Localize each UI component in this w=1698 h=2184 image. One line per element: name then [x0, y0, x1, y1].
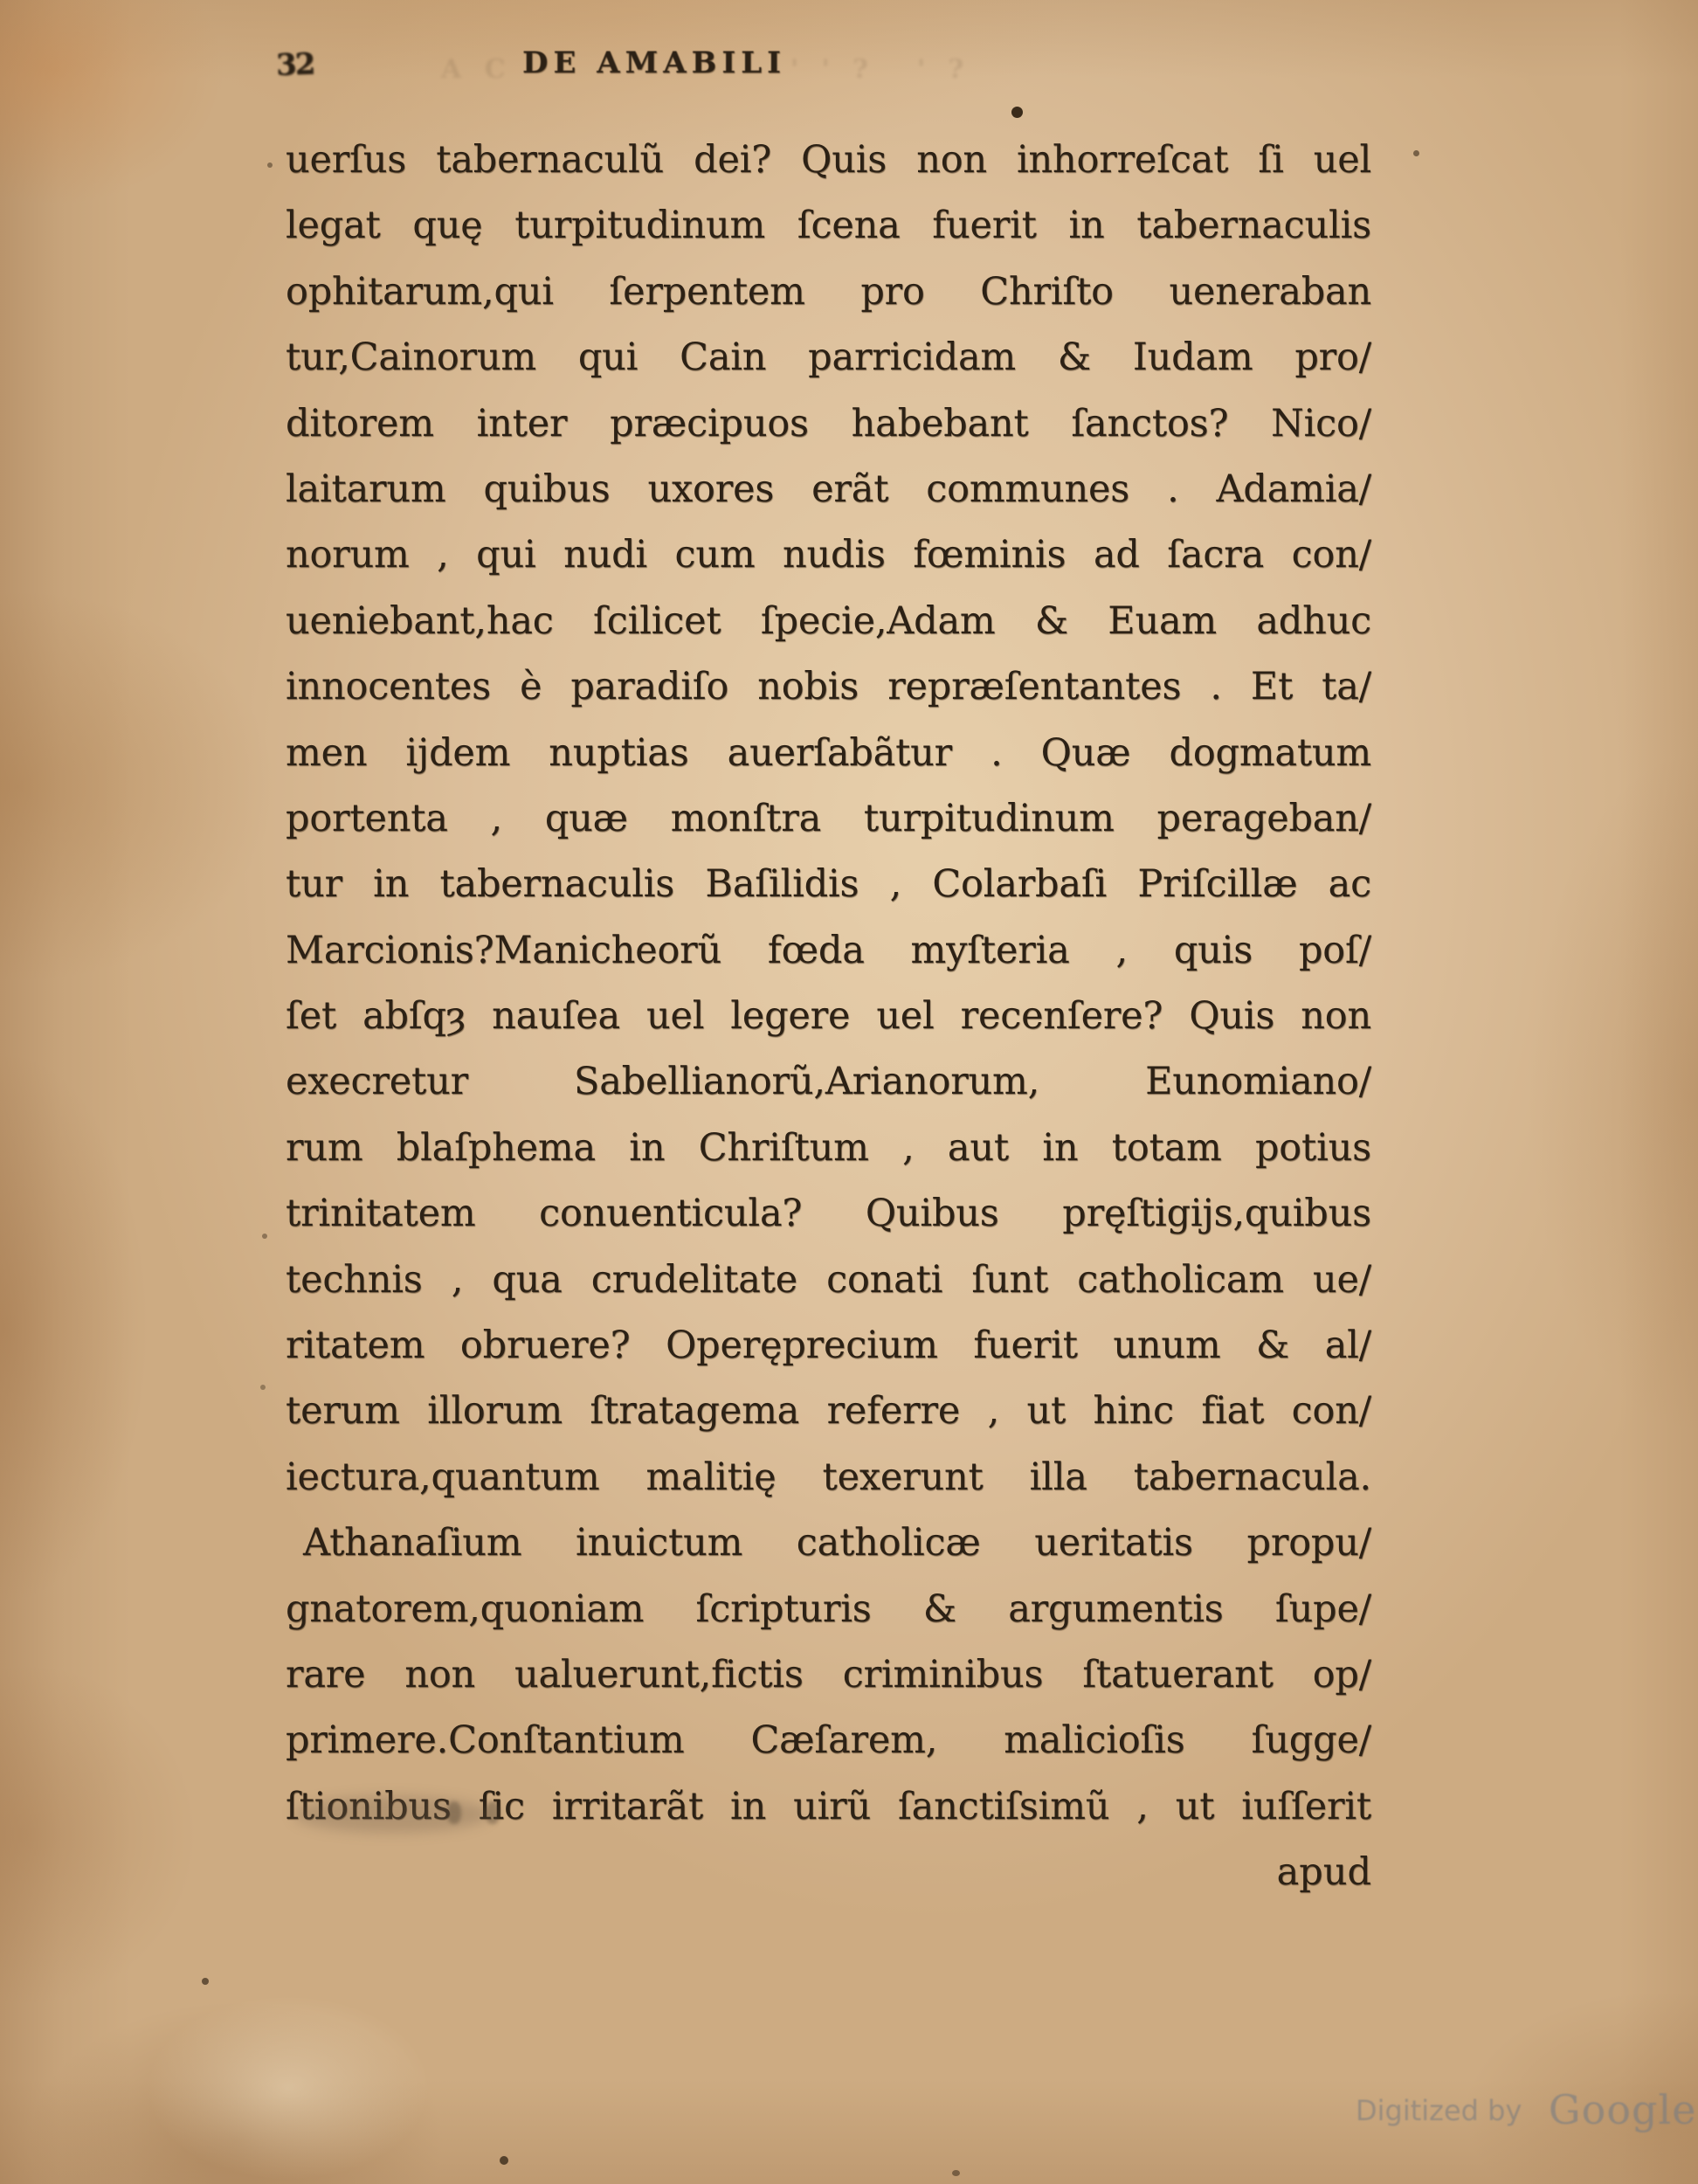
text-line: legat quę turpitudinum ſcena fuerit in tabernaculis	[286, 204, 1371, 248]
ink-ghost-mark: ' ?	[917, 54, 971, 85]
ink-speck	[267, 162, 273, 168]
ink-smudge-mark	[486, 1801, 500, 1824]
text-line: ſtionibus ſic irritarãt in uirũ ſanctiſsimũ , ut iuſſerit	[286, 1784, 1371, 1828]
body-text-block	[286, 128, 1371, 1840]
text-line: primere.Conſtantium Cæſarem, malicioſis ſugge/	[286, 1718, 1371, 1763]
text-line: men ijdem nuptias auerſabãtur . Quæ dogmatum	[286, 730, 1371, 775]
text-line: Marcionis?Manicheorũ fœda myſteria , quis poſ/	[286, 928, 1371, 972]
ink-speck	[500, 2156, 508, 2165]
page-number: 32	[275, 46, 315, 83]
watermark-brand: Google	[1548, 2086, 1697, 2133]
text-line: innocentes è paradiſo nobis repræſentantes . Et ta/	[286, 665, 1371, 709]
text-line: ueniebant,hac ſcilicet ſpecie,Adam & Euam adhuc	[286, 598, 1371, 643]
ink-speck	[262, 1234, 267, 1239]
text-line: gnatorem,quoniam ſcripturis & argumentis ſupe/	[286, 1586, 1371, 1631]
ink-smudge-mark	[447, 1801, 461, 1824]
text-line: Athanaſium inuictum catholicæ ueritatis propu/	[303, 1521, 1371, 1565]
text-line: iectura,quantum malitię texerunt illa tabernacula.	[286, 1455, 1371, 1499]
text-line: ophitarum,qui ſerpentem pro Chriſto ueneraban	[286, 269, 1371, 314]
text-line: norum , qui nudi cum nudis fœminis ad ſacra con/	[286, 533, 1371, 577]
text-line: portenta , quæ monſtra turpitudinum perageban/	[286, 796, 1371, 840]
ink-speck	[1011, 107, 1023, 118]
text-line: rare non ualuerunt,fictis criminibus ſtatuerant op/	[286, 1652, 1371, 1697]
ink-speck	[1413, 150, 1419, 156]
running-header-title: DE AMABILI	[522, 45, 787, 80]
text-line: terum illorum ſtratagema referre , ut hinc fiat con/	[286, 1389, 1371, 1434]
ink-ghost-mark: ' ' ?	[790, 54, 875, 85]
google-watermark	[1356, 2086, 1696, 2133]
text-line: rum blaſphema in Chriſtum , aut in totam potius	[286, 1125, 1371, 1170]
text-line: ritatem obruere? Operęprecium fuerit unum & al/	[286, 1324, 1371, 1368]
ink-speck	[202, 1978, 209, 1985]
text-line: technis , qua crudelitate conati ſunt catholicam ue/	[286, 1257, 1371, 1302]
watermark-prefix: Digitized by	[1356, 2094, 1522, 2127]
ink-ghost-mark: A C	[441, 54, 513, 85]
ink-speck	[952, 2170, 960, 2176]
text-line: laitarum quibus uxores erãt communes . Adamia/	[286, 467, 1371, 511]
text-line: tur,Cainorum qui Cain parricidam & Iudam pro/	[286, 335, 1371, 380]
text-line: trinitatem conuenticula? Quibus pręſtigijs,quibus	[286, 1192, 1371, 1236]
text-line: execretur Sabellianorũ,Arianorum, Eunomiano/	[286, 1060, 1371, 1104]
text-line: tur in tabernaculis Baſilidis , Colarbaſi Priſcillæ ac	[286, 862, 1371, 907]
ink-speck	[260, 1385, 266, 1390]
text-line: uerſus tabernaculũ dei? Quis non inhorreſcat ſi uel	[286, 138, 1371, 182]
text-line: ditorem inter præcipuos habebant ſanctos? Nico/	[286, 401, 1371, 446]
catchword: apud	[1276, 1850, 1371, 1894]
text-line: ſet abſqȝ nauſea uel legere uel recenſere? Quis non	[286, 994, 1371, 1039]
